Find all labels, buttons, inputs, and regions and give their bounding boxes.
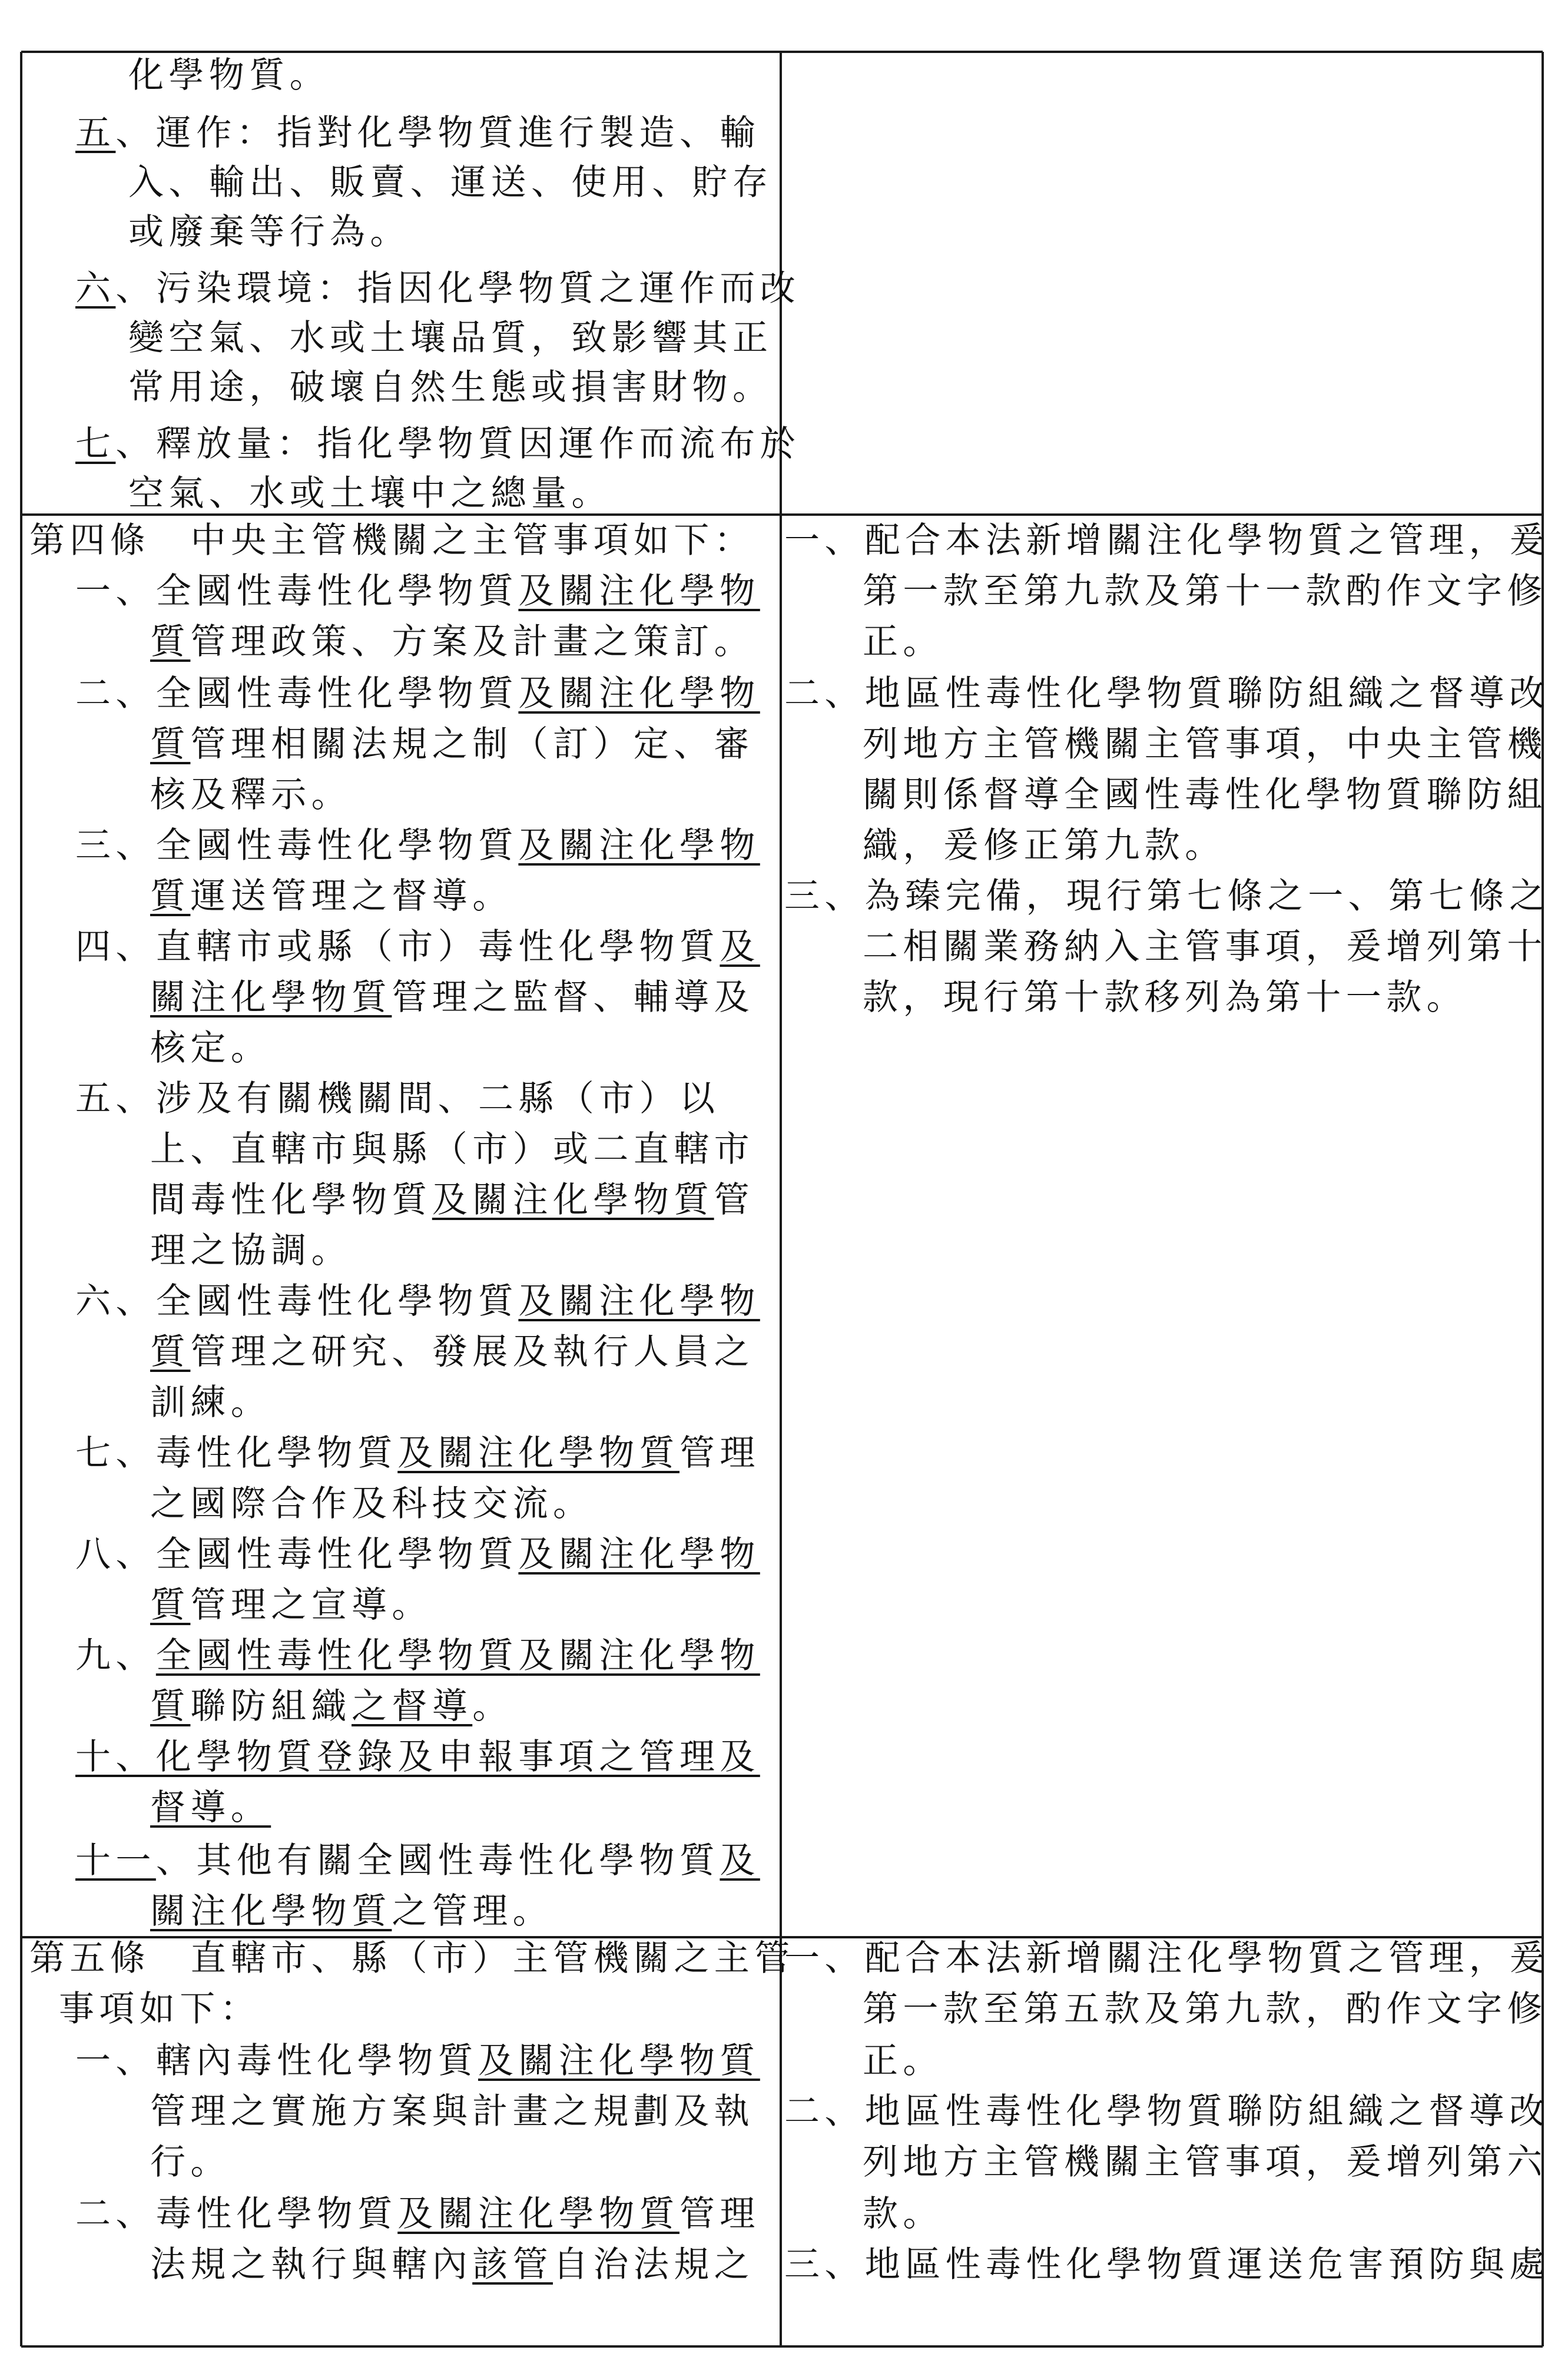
text-line — [863, 724, 1547, 765]
text-span: 九、 — [75, 1635, 156, 1676]
text-span: 二、全國性毒性化學物質 — [75, 673, 519, 714]
text-span: 、污染環境：指因化學物質之運作而改 — [115, 268, 801, 309]
text-span: 變空氣、水或土壤品質，致影響其正 — [128, 317, 773, 359]
text-line — [150, 1129, 754, 1170]
text-span: 管理 — [679, 2193, 760, 2235]
text-span: 訓練。 — [150, 1382, 271, 1423]
text-line — [863, 571, 1547, 612]
text-span: 管理之實施方案與計畫之規劃及執 — [150, 2091, 754, 2132]
underlined-amendment: 六 — [75, 268, 116, 309]
text-span: 二、地區性毒性化學物質聯防組織之督導改 — [784, 2091, 1550, 2132]
text-line — [863, 825, 1225, 866]
text-line — [75, 1281, 760, 1322]
underlined-amendment: 及關注化學物質 — [397, 1433, 680, 1474]
text-line — [150, 1027, 271, 1069]
text-span: 管理之宣導。 — [190, 1585, 432, 1626]
text-line — [75, 423, 801, 465]
text-span: 第五條 直轄市、縣（市）主管機關之主管 — [29, 1938, 795, 1979]
text-line — [150, 876, 513, 917]
text-line — [150, 1686, 513, 1727]
text-line — [75, 673, 760, 714]
text-span: 列地方主管機關主管事項，中央主管機 — [863, 724, 1547, 765]
underlined-amendment: 十、化學物質登錄及申報事項之管理及 — [75, 1736, 760, 1778]
underlined-amendment: 全國性毒性化學物質 — [155, 1635, 519, 1676]
text-span: 行。 — [150, 2142, 231, 2183]
text-line — [784, 2091, 1550, 2132]
underlined-amendment: 督導。 — [150, 1787, 271, 1828]
text-span: 列地方主管機關主管事項，爰增列第六 — [863, 2142, 1547, 2183]
text-span: 一、配合本法新增關注化學物質之管理，爰 — [784, 1938, 1550, 1979]
underlined-amendment: 及關注化學物 — [518, 1635, 760, 1676]
text-span: 二、毒性化學物質 — [75, 2193, 398, 2235]
text-line — [75, 926, 760, 967]
text-line — [75, 1736, 760, 1778]
text-line — [784, 520, 1550, 561]
text-span: 八、全國性毒性化學物質 — [75, 1534, 519, 1575]
underlined-amendment: 質 — [150, 724, 191, 765]
text-span: 核及釋示。 — [150, 774, 352, 816]
text-span: 運送管理之督導。 — [190, 876, 513, 917]
text-line — [863, 774, 1547, 816]
text-span: 第一款至第五款及第九款，酌作文字修 — [863, 1988, 1547, 2030]
text-span: 三、為臻完備，現行第七條之一、第七條之 — [784, 876, 1550, 917]
text-span: 理之協調。 — [150, 1230, 352, 1271]
underlined-amendment: 之督導 — [352, 1686, 473, 1727]
text-span: 聯防組織 — [190, 1686, 352, 1727]
text-span: 之國際合作及科技交流。 — [150, 1483, 594, 1524]
text-span: 款。 — [863, 2193, 943, 2235]
text-span: 二相關業務納入主管事項，爰增列第十 — [863, 926, 1547, 967]
text-span: 上、直轄市與縣（市）或二直轄市 — [150, 1129, 754, 1170]
text-line — [784, 876, 1550, 917]
text-span: 之管理。 — [392, 1891, 553, 1932]
text-line — [75, 1433, 760, 1474]
text-line — [75, 1534, 760, 1575]
text-span: 六、全國性毒性化學物質 — [75, 1281, 519, 1322]
text-line — [59, 1988, 260, 2030]
text-span: 管 — [714, 1179, 755, 1221]
underlined-amendment: 質 — [150, 876, 191, 917]
text-line — [128, 55, 330, 96]
text-span: 三、地區性毒性化學物質運送危害預防與處 — [784, 2244, 1550, 2285]
text-span: 核定。 — [150, 1027, 271, 1069]
underlined-amendment: 該管 — [472, 2244, 553, 2285]
underlined-amendment: 及關注化學物 — [518, 825, 760, 866]
text-span: 款，現行第十款移列為第十一款。 — [863, 977, 1467, 1018]
text-line — [128, 473, 612, 514]
text-span: 織，爰修正第九款。 — [863, 825, 1225, 866]
text-line — [863, 926, 1547, 967]
text-span: 自治法規之 — [553, 2244, 755, 2285]
text-span: 或廢棄等行為。 — [128, 211, 410, 253]
text-span: 空氣、水或土壤中之總量。 — [128, 473, 612, 514]
text-span: 五、涉及有關機關間、二縣（市）以 — [75, 1078, 720, 1119]
underlined-amendment: 質 — [150, 1686, 191, 1727]
underlined-amendment: 及關注化學物 — [518, 571, 760, 612]
underlined-amendment: 及關注化學物 — [518, 1281, 760, 1322]
text-line — [150, 1787, 271, 1828]
text-span: 二、地區性毒性化學物質聯防組織之督導改 — [784, 673, 1550, 714]
text-span: 一、轄內毒性化學物質 — [75, 2040, 478, 2081]
text-line — [75, 1840, 760, 1881]
text-line — [150, 1230, 352, 1271]
text-span: 。 — [472, 1686, 513, 1727]
text-line — [150, 2142, 231, 2183]
text-line — [75, 825, 760, 866]
text-span: 第一款至第九款及第十一款酌作文字修 — [863, 571, 1547, 612]
underlined-amendment: 關注化學物質 — [150, 1891, 392, 1932]
text-line — [863, 2142, 1547, 2183]
text-span: 四、直轄市或縣（市）毒性化學物質 — [75, 926, 720, 967]
text-span: 法規之執行與轄內 — [150, 2244, 473, 2285]
text-line — [150, 1891, 553, 1932]
text-span: 管理政策、方案及計畫之策訂。 — [190, 621, 755, 662]
text-line — [863, 2040, 943, 2081]
text-line — [150, 1331, 755, 1373]
text-line — [128, 162, 773, 203]
text-line — [150, 1382, 271, 1423]
text-line — [75, 2040, 760, 2081]
underlined-amendment: 及關注化學物 — [518, 673, 760, 714]
text-span: 管理之監督、輔導及 — [392, 977, 755, 1018]
text-line — [75, 268, 801, 309]
underlined-amendment: 十一 — [75, 1840, 156, 1881]
underlined-amendment: 及關注化學物 — [518, 1534, 760, 1575]
text-span: 間毒性化學物質 — [150, 1179, 432, 1221]
text-line — [150, 2244, 755, 2285]
text-line — [150, 2091, 754, 2132]
text-span: 第四條 中央主管機關之主管事項如下： — [29, 520, 755, 561]
underlined-amendment: 及 — [720, 926, 760, 967]
text-line — [128, 367, 773, 408]
text-line — [784, 673, 1550, 714]
text-span: 關則係督導全國性毒性化學物質聯防組 — [863, 774, 1547, 816]
text-line — [75, 112, 760, 154]
text-span: 、其他有關全國性毒性化學物質 — [155, 1840, 720, 1881]
underlined-amendment: 及 — [720, 1840, 760, 1881]
text-line — [784, 2244, 1550, 2285]
text-span: 一、全國性毒性化學物質 — [75, 571, 519, 612]
text-span: 三、全國性毒性化學物質 — [75, 825, 519, 866]
underlined-amendment: 質 — [150, 621, 191, 662]
underlined-amendment: 及關注化學物質 — [478, 2040, 760, 2081]
text-span: 管理之研究、發展及執行人員之 — [190, 1331, 755, 1373]
underlined-amendment: 及關注化學物質 — [432, 1179, 714, 1221]
text-line — [75, 2193, 760, 2235]
text-line — [863, 621, 943, 662]
text-span: 正。 — [863, 2040, 943, 2081]
text-line — [863, 2193, 943, 2235]
text-span: 管理 — [679, 1433, 760, 1474]
text-line — [150, 724, 755, 765]
text-line — [150, 977, 755, 1018]
text-line — [863, 1988, 1547, 2030]
text-span: 化學物質。 — [128, 55, 330, 96]
text-span: 入、輸出、販賣、運送、使用、貯存 — [128, 162, 773, 203]
underlined-amendment: 質 — [150, 1585, 191, 1626]
text-line — [784, 1938, 1550, 1979]
text-span: 、釋放量：指化學物質因運作而流布於 — [115, 423, 801, 465]
text-span: 常用途，破壞自然生態或損害財物。 — [128, 367, 773, 408]
text-line — [29, 1938, 795, 1979]
text-span: 一、配合本法新增關注化學物質之管理，爰 — [784, 520, 1550, 561]
text-span: 、運作：指對化學物質進行製造、輸 — [115, 112, 760, 154]
text-line — [150, 1483, 594, 1524]
text-line — [150, 621, 755, 662]
underlined-amendment: 七 — [75, 423, 116, 465]
underlined-amendment: 質 — [150, 1331, 191, 1373]
text-line — [75, 571, 760, 612]
text-span: 管理相關法規之制（訂）定、審 — [190, 724, 755, 765]
underlined-amendment: 關注化學物質 — [150, 977, 392, 1018]
text-line — [150, 1585, 432, 1626]
text-line — [863, 977, 1467, 1018]
text-line — [150, 1179, 755, 1221]
text-span: 事項如下： — [59, 1988, 260, 2030]
text-line — [75, 1635, 760, 1676]
text-line — [75, 1078, 720, 1119]
underlined-amendment: 及關注化學物質 — [397, 2193, 680, 2235]
text-line — [29, 520, 755, 561]
text-span: 七、毒性化學物質 — [75, 1433, 398, 1474]
text-span: 正。 — [863, 621, 943, 662]
text-line — [128, 211, 410, 253]
underlined-amendment: 五 — [75, 112, 116, 154]
text-line — [128, 317, 773, 359]
text-line — [150, 774, 352, 816]
